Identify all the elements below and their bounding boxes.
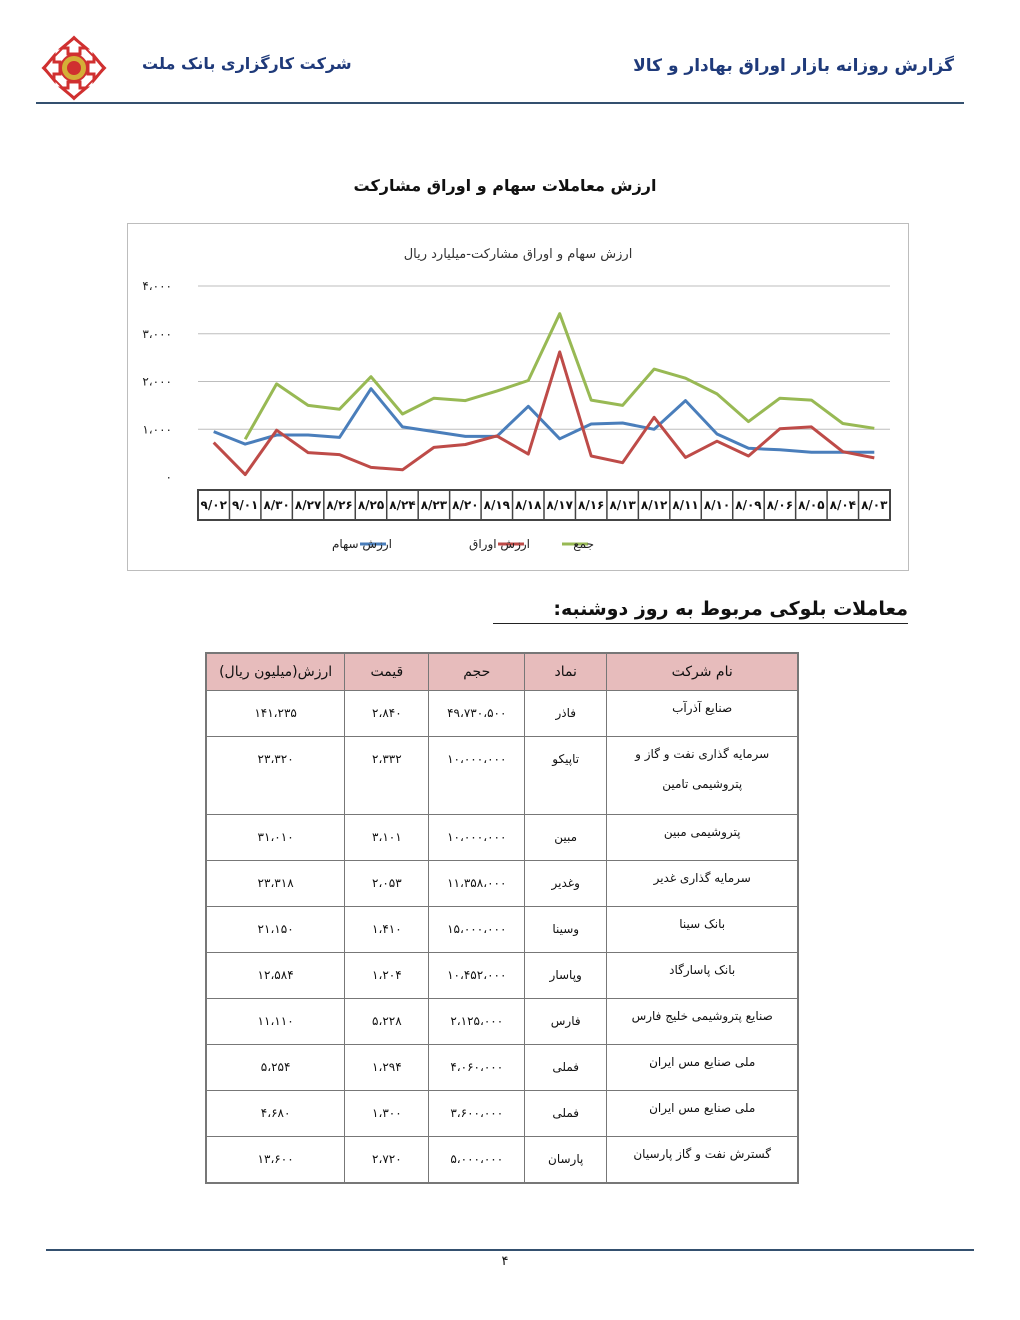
- cell-company: سرمایه گذاری غدیر: [607, 861, 798, 907]
- x-tick-label: ۸/۲۶: [326, 498, 353, 512]
- cell-value: ۴،۶۸۰: [206, 1091, 345, 1137]
- cell-value: ۱۳،۶۰۰: [206, 1137, 345, 1183]
- x-tick-label: ۸/۲۴: [389, 498, 416, 512]
- block-trades-title: معاملات بلوکی مربوط به روز دوشنبه:: [493, 598, 908, 624]
- cell-symbol: فاذر: [525, 691, 607, 737]
- cell-price: ۱،۴۱۰: [345, 907, 429, 953]
- cell-symbol: وغدیر: [525, 861, 607, 907]
- x-tick-label: ۸/۰۵: [798, 498, 825, 512]
- cell-company: صنایع آذرآب: [607, 691, 798, 737]
- x-tick-label: ۹/۰۲: [200, 498, 227, 512]
- footer-divider: [46, 1249, 974, 1251]
- chart-title: ارزش سهام و اوراق مشارکت-میلیارد ریال: [403, 247, 633, 262]
- x-tick-label: ۸/۱۰: [703, 498, 731, 512]
- y-tick-label: ۱،۰۰۰: [142, 422, 172, 437]
- y-tick-label: ۰: [165, 470, 172, 484]
- table-header-row: [206, 653, 798, 691]
- series-line-2: [214, 352, 875, 475]
- legend-label: ارزش سهام: [331, 537, 392, 551]
- header-company: نام شرکت: [607, 653, 798, 691]
- bank-mellat-logo: [40, 34, 108, 102]
- cell-company: پتروشیمی مبین: [607, 815, 798, 861]
- cell-price: ۲،۸۴۰: [345, 691, 429, 737]
- cell-price: ۱،۲۰۴: [345, 953, 429, 999]
- table-row: [206, 999, 798, 1045]
- cell-volume: ۱۱،۳۵۸،۰۰۰: [429, 861, 525, 907]
- cell-company: ملی صنایع مس ایران: [607, 1091, 798, 1137]
- header-price: قیمت: [345, 653, 429, 691]
- table-row: [206, 1137, 798, 1183]
- cell-volume: ۱۰،۰۰۰،۰۰۰: [429, 815, 525, 861]
- cell-volume: ۴۹،۷۳۰،۵۰۰: [429, 691, 525, 737]
- y-tick-label: ۳،۰۰۰: [142, 326, 172, 341]
- cell-symbol: فملی: [525, 1045, 607, 1091]
- cell-value: ۱۲،۵۸۴: [206, 953, 345, 999]
- header-divider: [36, 102, 964, 104]
- cell-symbol: پارسان: [525, 1137, 607, 1183]
- cell-company: ملی صنایع مس ایران: [607, 1045, 798, 1091]
- x-tick-label: ۸/۲۰: [452, 498, 479, 512]
- cell-price: ۳،۱۰۱: [345, 815, 429, 861]
- table-row: [206, 861, 798, 907]
- cell-value: ۲۳،۳۱۸: [206, 861, 345, 907]
- x-tick-label: ۸/۰۳: [861, 498, 888, 512]
- cell-volume: ۴،۰۶۰،۰۰۰: [429, 1045, 525, 1091]
- table-row: [206, 737, 798, 815]
- y-tick-label: ۲،۰۰۰: [142, 374, 172, 389]
- cell-value: ۲۳،۳۲۰: [206, 737, 345, 815]
- cell-value: ۲۱،۱۵۰: [206, 907, 345, 953]
- cell-price: ۲،۰۵۳: [345, 861, 429, 907]
- cell-price: ۱،۲۹۴: [345, 1045, 429, 1091]
- x-tick-label: ۸/۱۶: [578, 498, 605, 512]
- cell-volume: ۳،۶۰۰،۰۰۰: [429, 1091, 525, 1137]
- cell-symbol: تاپیکو: [525, 737, 607, 815]
- x-tick-label: ۸/۰۹: [735, 498, 762, 512]
- cell-volume: ۱۰،۴۵۲،۰۰۰: [429, 953, 525, 999]
- x-tick-label: ۸/۲۷: [294, 498, 322, 512]
- cell-value: ۵،۲۵۴: [206, 1045, 345, 1091]
- legend-label: جمع: [573, 537, 594, 551]
- cell-value: ۱۴۱،۲۳۵: [206, 691, 345, 737]
- cell-symbol: فملی: [525, 1091, 607, 1137]
- cell-company: بانک سینا: [607, 907, 798, 953]
- cell-symbol: وپاسار: [525, 953, 607, 999]
- cell-value: ۳۱،۰۱۰: [206, 815, 345, 861]
- cell-price: ۲،۷۲۰: [345, 1137, 429, 1183]
- chart-container: [127, 223, 909, 571]
- x-tick-label: ۸/۰۴: [829, 498, 856, 512]
- cell-company: بانک پاسارگاد: [607, 953, 798, 999]
- series-line-3: [245, 314, 874, 440]
- header-symbol: نماد: [525, 653, 607, 691]
- cell-symbol: مبین: [525, 815, 607, 861]
- x-tick-label: ۸/۰۶: [766, 498, 794, 512]
- table-row: [206, 1091, 798, 1137]
- table-row: [206, 1045, 798, 1091]
- cell-price: ۵،۲۲۸: [345, 999, 429, 1045]
- company-name: شرکت کارگزاری بانک ملت: [142, 54, 352, 73]
- cell-volume: ۱۵،۰۰۰،۰۰۰: [429, 907, 525, 953]
- cell-price: ۲،۳۳۲: [345, 737, 429, 815]
- cell-value: ۱۱،۱۱۰: [206, 999, 345, 1045]
- chart-heading: ارزش معاملات سهام و اوراق مشارکت: [353, 176, 657, 195]
- x-tick-label: ۸/۱۲: [640, 498, 668, 512]
- cell-company: سرمایه گذاری نفت و گاز و پتروشیمی تامین: [607, 737, 798, 815]
- cell-volume: ۵،۰۰۰،۰۰۰: [429, 1137, 525, 1183]
- table-row: [206, 815, 798, 861]
- table-row: [206, 953, 798, 999]
- page-number: ۴: [501, 1254, 509, 1269]
- x-tick-label: ۸/۳۰: [263, 498, 290, 512]
- legend-label: ارزش اوراق: [469, 537, 530, 551]
- x-tick-label: ۸/۱۷: [546, 498, 573, 512]
- report-title: گزارش روزانه بازار اوراق بهادار و کالا: [633, 56, 954, 76]
- header-volume: حجم: [429, 653, 525, 691]
- x-tick-label: ۸/۲۳: [420, 498, 448, 512]
- cell-volume: ۱۰،۰۰۰،۰۰۰: [429, 737, 525, 815]
- x-tick-label: ۸/۱۱: [672, 498, 699, 512]
- cell-volume: ۲،۱۲۵،۰۰۰: [429, 999, 525, 1045]
- line-chart: [128, 224, 908, 570]
- y-tick-label: ۴،۰۰۰: [142, 279, 172, 293]
- table-row: [206, 907, 798, 953]
- cell-company: گسترش نفت و گاز پارسیان: [607, 1137, 798, 1183]
- cell-symbol: وسینا: [525, 907, 607, 953]
- header-value: ارزش(میلیون ریال): [206, 653, 345, 691]
- cell-company: صنایع پتروشیمی خلیج فارس: [607, 999, 798, 1045]
- table-row: [206, 691, 798, 737]
- x-tick-label: ۸/۲۵: [357, 498, 385, 512]
- block-trades-table: [205, 652, 799, 1184]
- x-tick-label: ۹/۰۱: [232, 498, 259, 512]
- cell-price: ۱،۳۰۰: [345, 1091, 429, 1137]
- x-tick-label: ۸/۱۸: [515, 498, 542, 512]
- cell-symbol: فارس: [525, 999, 607, 1045]
- x-tick-label: ۸/۱۳: [609, 498, 636, 512]
- x-tick-label: ۸/۱۹: [483, 498, 510, 512]
